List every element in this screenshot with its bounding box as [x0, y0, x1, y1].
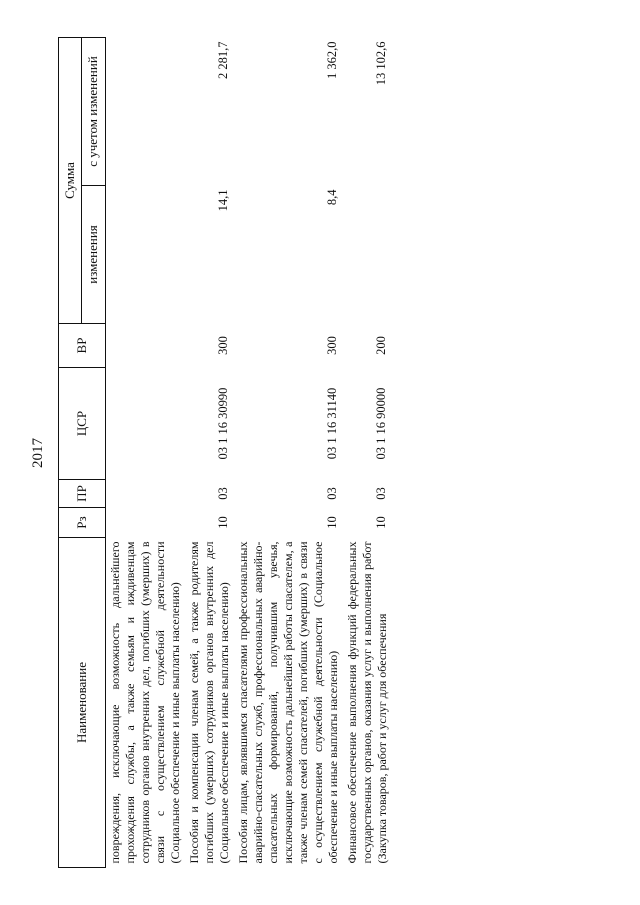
- header-changes: изменения: [82, 185, 105, 323]
- row-rz: 10: [324, 515, 339, 529]
- row-name: Пособия и компенсации членам семей, а также родителям погибших (умерших) сотрудников органов внутренних дел (Социальное обеспечение и иные выплаты населению): [186, 541, 231, 863]
- row-name: Финансовое обеспечение выполнения функций федеральных государственных органов, оказания услуг и выполнения работ (Закупка товаров, работ и услуг для обеспечения: [344, 541, 389, 863]
- page-number: 2017: [30, 437, 46, 468]
- row-vr: 200: [373, 335, 388, 355]
- row-vr: 300: [324, 335, 339, 355]
- header-vr: ВР: [59, 323, 106, 367]
- document-page: [20, 18, 620, 888]
- row-pr: 03: [215, 486, 230, 500]
- header-name: Наименование: [59, 537, 106, 867]
- header-with-changes: с учетом изменений: [82, 37, 105, 185]
- row-changes: 8,4: [324, 189, 339, 205]
- row-pr: 03: [324, 486, 339, 500]
- row-rz: [105, 507, 185, 537]
- row-csr: [105, 367, 185, 479]
- header-pr: ПР: [59, 479, 106, 507]
- row-with-changes: [105, 37, 185, 185]
- table-row: [234, 37, 343, 867]
- row-csr: 03 1 16 90000: [373, 387, 388, 459]
- table-header: [59, 37, 106, 867]
- row-changes: [105, 185, 185, 323]
- header-sum-group: Сумма: [59, 37, 82, 323]
- row-pr: [105, 479, 185, 507]
- header-csr: ЦСР: [59, 367, 106, 479]
- row-changes: [343, 185, 392, 323]
- table-row: [105, 37, 185, 867]
- table-row: [185, 37, 234, 867]
- row-with-changes: 2 281,7: [215, 41, 230, 79]
- row-vr: [105, 323, 185, 367]
- row-name: Пособия лицам, являвшимся спасателями профессиональных аварийно-спасательных служб, профессиональных аварийно-спасательных формирований, получившим увечья, исключающие возможность дальнейшей работы спасателем, а также членам семей спасателей, погибших (умерших) в связи с осуществлением служебной деятельности (Социальное обеспечение и иные выплаты населению): [235, 541, 340, 863]
- header-rz: Рз: [59, 507, 106, 537]
- table-row: [343, 37, 392, 867]
- row-name: повреждения, исключающие возможность дальнейшего прохождения службы, а также семьям и иждивенцам сотрудников органов внутренних дел, погибших (умерших) в связи с осуществлением служебной деятельности (Социальное обеспечение и иные выплаты населению): [107, 541, 182, 863]
- row-csr: 03 1 16 30990: [215, 387, 230, 459]
- row-vr: 300: [215, 335, 230, 355]
- row-changes: 14,1: [215, 189, 230, 211]
- budget-table: [58, 37, 392, 868]
- row-with-changes: 1 362,0: [324, 41, 339, 79]
- row-rz: 10: [373, 515, 388, 529]
- row-pr: 03: [373, 486, 388, 500]
- row-with-changes: 13 102,6: [373, 41, 388, 85]
- row-rz: 10: [215, 515, 230, 529]
- row-csr: 03 1 16 31140: [324, 387, 339, 459]
